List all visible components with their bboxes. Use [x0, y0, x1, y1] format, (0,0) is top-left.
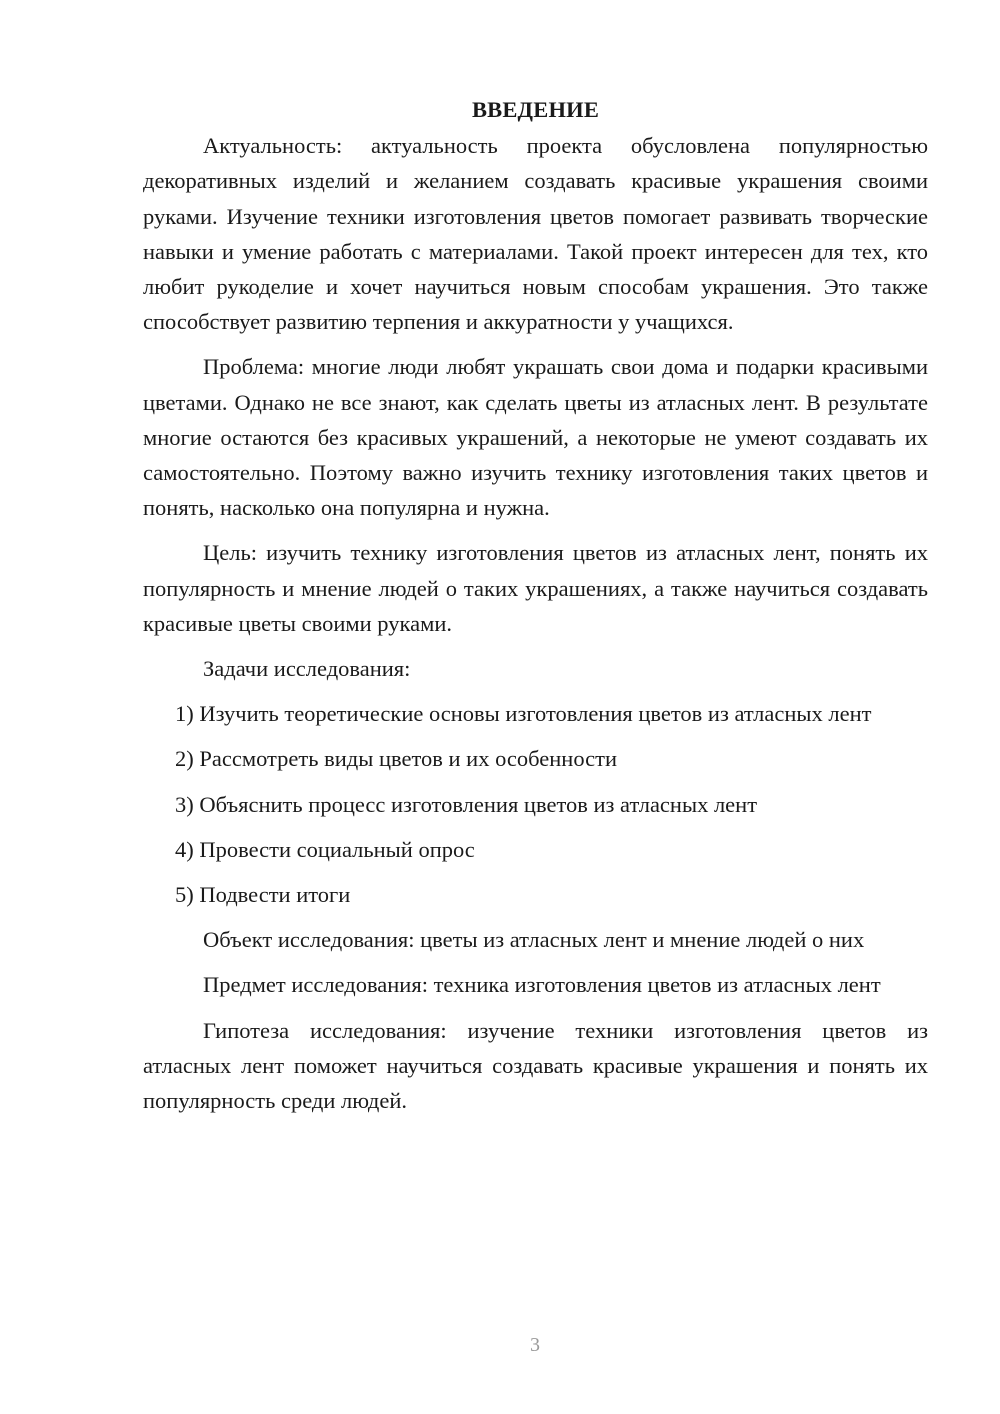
problem-paragraph: Проблема: многие люди любят украшать свои дома и подарки красивыми цветами. Однако не все знают, как сделать цветы из атласных лент. В результате многие остаются без красивых украшений, а некоторые не умеют создавать их самостоятельно. Поэтому важно изучить технику изготовления таких цветов и понять, насколько она популярна и нужна.: [143, 354, 928, 521]
page-content: [143, 92, 928, 1128]
goal-paragraph: Цель: изучить технику изготовления цветов из атласных лент, понять их популярность и мнение людей о таких украшениях, а также научиться создавать красивые цветы своими руками.: [143, 540, 928, 636]
tasks-heading: Задачи исследования:: [203, 656, 411, 682]
subject-paragraph: Предмет исследования: техника изготовления цветов из атласных лент: [203, 972, 881, 998]
task-item: 2) Рассмотреть виды цветов и их особенности: [175, 746, 618, 772]
task-item: 4) Провести социальный опрос: [175, 836, 475, 862]
object-paragraph: Объект исследования: цветы из атласных лент и мнение людей о них: [203, 927, 865, 953]
task-item: 1) Изучить теоретические основы изготовления цветов из атласных лент: [175, 701, 872, 727]
task-item: 5) Подвести итоги: [175, 882, 351, 908]
relevance-paragraph: Актуальность: актуальность проекта обусловлена популярностью декоративных изделий и желанием создавать красивые украшения своими руками. Изучение техники изготовления цветов помогает развивать творческие навыки и умение работать с материалами. Такой проект интересен для тех, кто любит рукоделие и хочет научиться новым способам украшения. Это также способствует развитию терпения и аккуратности у учащихся.: [143, 133, 928, 335]
hypothesis-paragraph: Гипотеза исследования: изучение техники изготовления цветов из атласных лент поможет научиться создавать красивые украшения и понять их популярность среди людей.: [143, 1017, 928, 1114]
page-number: 3: [530, 1334, 540, 1356]
task-item: 3) Объяснить процесс изготовления цветов из атласных лент: [175, 791, 758, 817]
section-heading: ВВЕДЕНИЕ: [471, 97, 600, 122]
